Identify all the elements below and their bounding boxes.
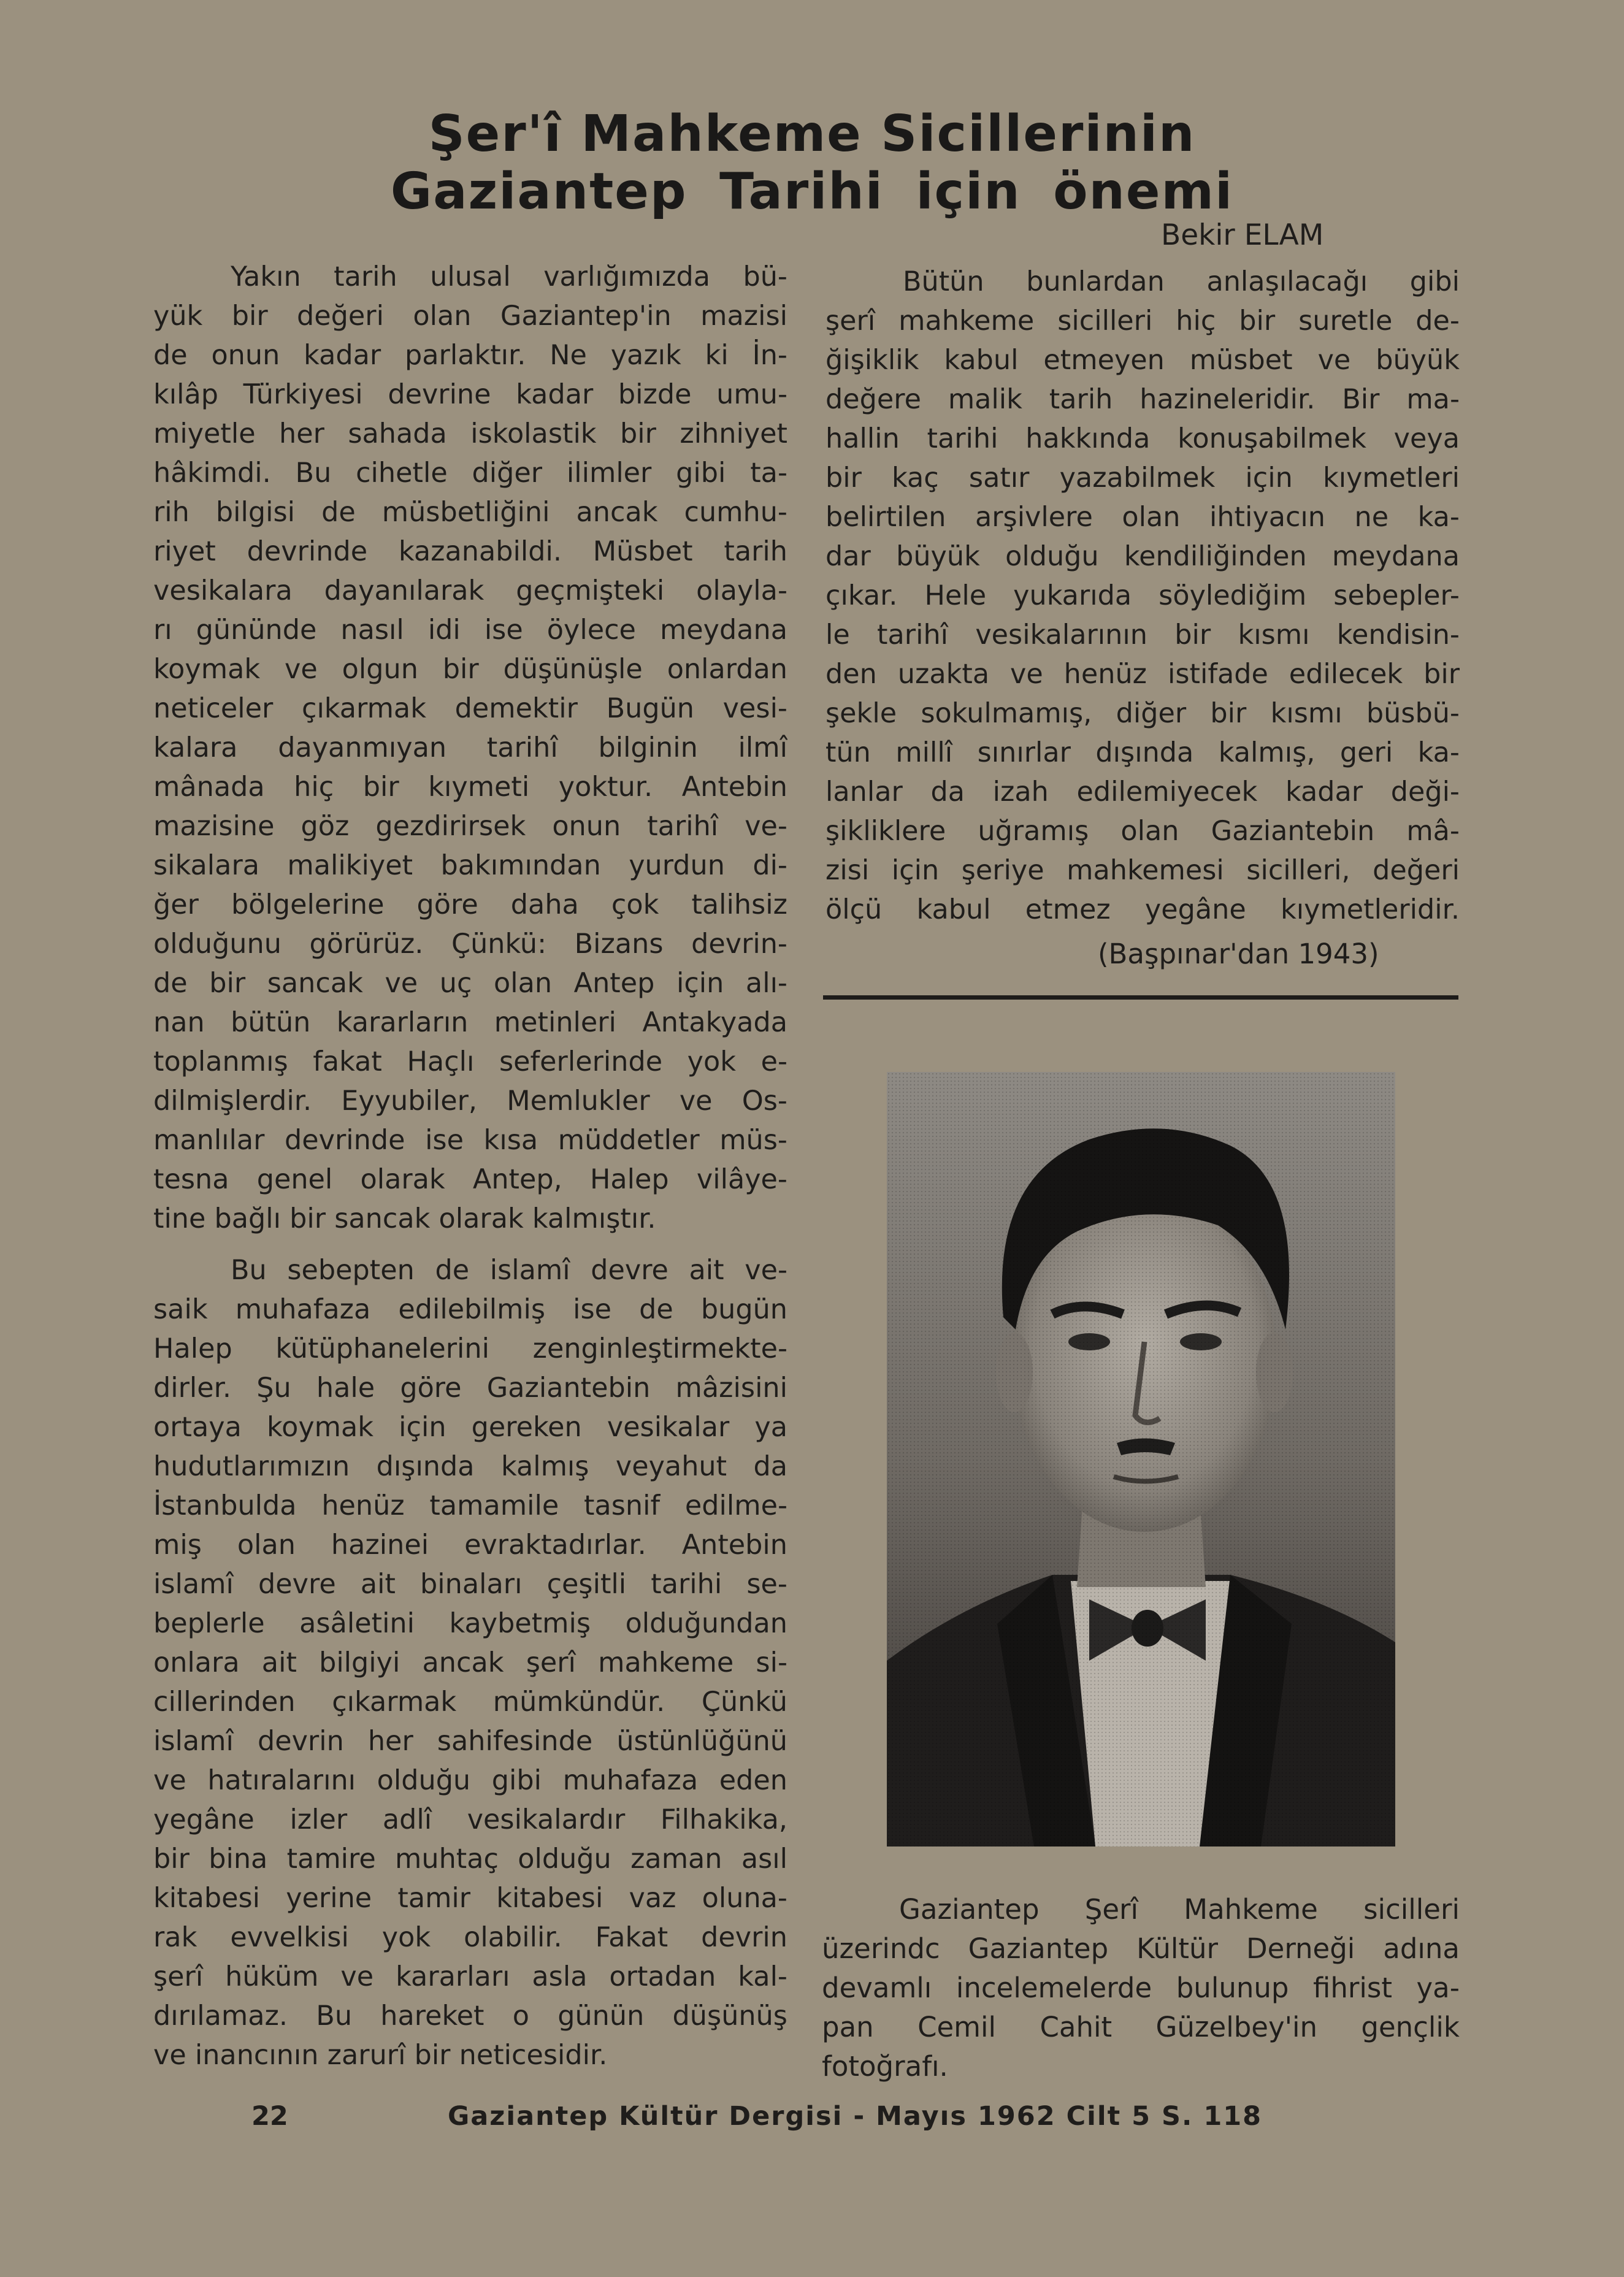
body-text-line: koymak ve olgun bir düşünüşle onlardan xyxy=(153,654,787,685)
body-text-line: ve inancının zarurî bir neticesidir. xyxy=(153,2040,608,2071)
body-text-line: ğer bölgelerine göre daha çok talihsiz xyxy=(153,889,787,920)
body-text-line: vesikalara dayanılarak geçmişteki olayla- xyxy=(153,575,787,607)
body-text-line: hâkimdi. Bu cihetle diğer ilimler gibi ta- xyxy=(153,457,787,489)
body-text-line: bir kaç satır yazabilmek için kıymetleri xyxy=(825,462,1460,494)
page-number: 22 xyxy=(251,2101,288,2132)
caption-line: pan Cemil Cahit Güzelbey'in gençlik xyxy=(822,2011,1460,2043)
body-text-line: beplerle asâletini kaybetmiş olduğundan xyxy=(153,1608,787,1639)
body-text-line: nan bütün kararların metinleri Antakyada xyxy=(153,1007,787,1038)
portrait-photo xyxy=(887,1072,1395,1846)
body-text-line: tün millî sınırlar dışında kalmış, geri ka- xyxy=(825,737,1460,768)
body-text-line: cillerinden çıkarmak mümkündür. Çünkü xyxy=(153,1686,787,1718)
body-text-line: kitabesi yerine tamir kitabesi vaz oluna- xyxy=(153,1883,787,1914)
body-text-line: zisi için şeriye mahkemesi sicilleri, değeri xyxy=(825,855,1460,886)
body-text-line: şerî mahkeme sicilleri hiç bir suretle de- xyxy=(825,305,1460,337)
body-text-line: onlara ait bilgiyi ancak şerî mahkeme si- xyxy=(153,1647,787,1678)
caption-line: üzerindc Gaziantep Kültür Derneği adına xyxy=(822,1932,1460,1965)
body-text-line: Bütün bunlardan anlaşılacağı gibi xyxy=(903,266,1460,297)
body-text-line: rih bilgisi de müsbetliğini ancak cumhu- xyxy=(153,497,787,528)
body-text-line: İstanbulda henüz tamamile tasnif edilme- xyxy=(153,1490,787,1521)
body-text-line: rak evvelkisi yok olabilir. Fakat devrin xyxy=(153,1922,787,1953)
body-text-line: şekle sokulmamış, diğer bir kısmı büsbü- xyxy=(825,698,1460,729)
column-divider-rule xyxy=(823,995,1458,1000)
paragraph-gap xyxy=(153,1239,787,1251)
caption-line: Gaziantep Şerî Mahkeme sicilleri xyxy=(899,1893,1460,1926)
body-text-line: çıkar. Hele yukarıda söylediğim sebepler- xyxy=(825,580,1460,611)
body-text-line: sikalara malikiyet bakımından yurdun di- xyxy=(153,850,787,881)
body-text-line: mânada hiç bir kıymeti yoktur. Antebin xyxy=(153,771,787,803)
body-text-line: kılâp Türkiyesi devrine kadar bizde umu- xyxy=(153,379,787,410)
body-text-line: manlılar devrinde ise kısa müddetler müs- xyxy=(153,1125,787,1156)
body-text-line: ve hatıralarını olduğu gibi muhafaza eden xyxy=(153,1765,787,1796)
body-text-line: de onun kadar parlaktır. Ne yazık ki İn- xyxy=(153,340,787,371)
body-text-line: değere malik tarih hazineleridir. Bir ma- xyxy=(825,384,1460,415)
photo-caption xyxy=(822,1890,1460,2086)
source-note: (Başpınar'dan 1943) xyxy=(1098,938,1379,970)
article-author: Bekir ELAM xyxy=(1161,218,1324,252)
body-text-line: islamî devrin her sahifesinde üstünlüğünü xyxy=(153,1726,787,1757)
body-text-line: miş olan hazinei evraktadırlar. Antebin xyxy=(153,1529,787,1561)
body-text-line: de bir sancak ve uç olan Antep için alı- xyxy=(153,968,787,999)
body-text-line: yegâne izler adlî vesikalardır Filhakika, xyxy=(153,1804,787,1835)
body-text-line: bir bina tamire muhtaç olduğu zaman asıl xyxy=(153,1843,787,1875)
body-text-line: lanlar da izah edilemiyecek kadar deği- xyxy=(825,776,1460,808)
body-text-line: yük bir değeri olan Gaziantep'in mazisi xyxy=(153,300,787,332)
page-footer xyxy=(0,2098,1624,2135)
article-title-line-2: Gaziantep Tarihi için önemi xyxy=(390,163,1234,221)
body-text-line: dırılamaz. Bu hareket o günün düşünüş xyxy=(153,2000,787,2032)
body-text-line: mazisine göz gezdirirsek onun tarihî ve- xyxy=(153,811,787,842)
article-title-line-1: Şer'î Mahkeme Sicillerinin xyxy=(428,105,1196,163)
body-text-line: dar büyük olduğu kendiliğinden meydana xyxy=(825,541,1460,572)
body-text-line: rı gününde nasıl idi ise öylece meydana xyxy=(153,614,787,646)
body-text-line: tesna genel olarak Antep, Halep vilâye- xyxy=(153,1164,787,1195)
right-text-column xyxy=(825,262,1460,930)
body-text-line: ölçü kabul etmez yegâne kıymetleridir. xyxy=(825,894,1460,925)
body-text-line: den uzakta ve henüz istifade edilecek bir xyxy=(825,659,1460,690)
body-text-line: Yakın tarih ulusal varlığımızda bü- xyxy=(231,261,787,293)
body-text-line: dirler. Şu hale göre Gaziantebin mâzisini xyxy=(153,1372,787,1404)
body-text-line: şerî hüküm ve kararları asla ortadan kal- xyxy=(153,1961,787,1992)
body-text-line: miyetle her sahada iskolastik bir zihniyet xyxy=(153,418,787,450)
body-text-line: kalara dayanmıyan tarihî bilginin ilmî xyxy=(153,732,787,763)
body-text-line: Bu sebepten de islamî devre ait ve- xyxy=(231,1255,787,1286)
caption-line: devamlı incelemelerde bulunup fihrist ya- xyxy=(822,1972,1460,2004)
body-text-line: tine bağlı bir sancak olarak kalmıştır. xyxy=(153,1203,656,1234)
journal-reference: Gaziantep Kültür Dergisi - Mayıs 1962 Cilt 5 S. 118 xyxy=(448,2101,1263,2132)
body-text-line: toplanmış fakat Haçlı seferlerinde yok e- xyxy=(153,1046,787,1077)
body-text-line: saik muhafaza edilebilmiş ise de bugün xyxy=(153,1294,787,1325)
portrait-photo-illustration xyxy=(887,1072,1395,1846)
body-text-line: dilmişlerdir. Eyyubiler, Memlukler ve Os- xyxy=(153,1085,787,1117)
body-text-line: hudutlarımızın dışında kalmış veyahut da xyxy=(153,1451,787,1482)
caption-line: fotoğrafı. xyxy=(822,2050,948,2083)
body-text-line: şikliklere uğramış olan Gaziantebin mâ- xyxy=(825,816,1460,847)
left-text-column xyxy=(153,258,787,2075)
body-text-line: neticeler çıkarmak demektir Bugün vesi- xyxy=(153,693,787,724)
body-text-line: hallin tarihi hakkında konuşabilmek veya xyxy=(825,423,1460,454)
body-text-line: ğişiklik kabul etmeyen müsbet ve büyük xyxy=(825,345,1460,376)
body-text-line: le tarihî vesikalarının bir kısmı kendisin- xyxy=(825,619,1460,651)
body-text-line: belirtilen arşivlere olan ihtiyacın ne ka- xyxy=(825,502,1460,533)
body-text-line: Halep kütüphanelerini zenginleştirmekte- xyxy=(153,1333,787,1364)
body-text-line: riyet devrinde kazanabildi. Müsbet tarih xyxy=(153,536,787,567)
body-text-line: ortaya koymak için gereken vesikalar ya xyxy=(153,1412,787,1443)
body-text-line: olduğunu görürüz. Çünkü: Bizans devrin- xyxy=(153,928,787,960)
body-text-line: islamî devre ait binaları çeşitli tarihi se- xyxy=(153,1569,787,1600)
